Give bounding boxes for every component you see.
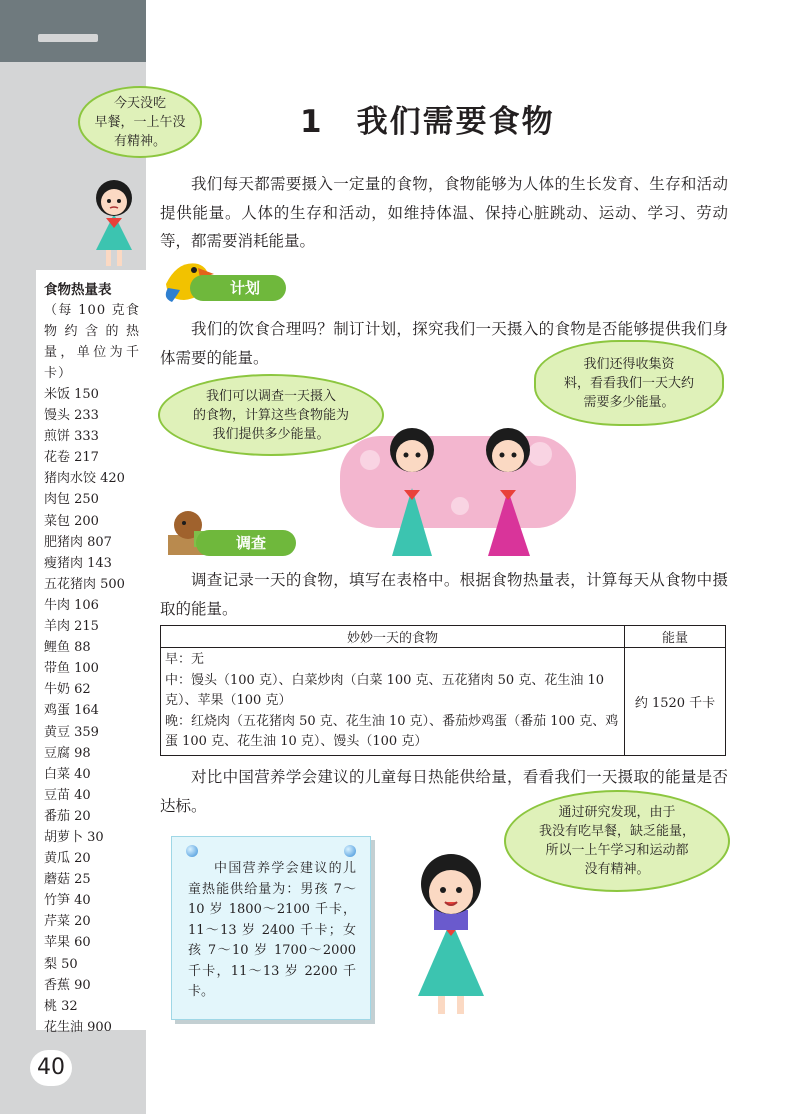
calorie-item: 煎饼 333 (44, 429, 99, 445)
calorie-item: 苹果 60 (44, 935, 91, 951)
calorie-item: 番茄 20 (44, 808, 91, 824)
calorie-item: 鲤鱼 88 (44, 640, 91, 656)
nutrition-recommendation-text: 中国营养学会建议的儿童热能供给量为：男孩 7～10 岁 1800～2100 千卡，11～13 岁 2400 千卡；女孩 7～10 岁 1700～2000 千卡，11～13 岁 2200 千卡。 (188, 861, 356, 999)
calorie-item: 瘦猪肉 143 (44, 555, 112, 571)
food-survey-table (160, 625, 726, 756)
breakfast-entry: 早：无 (165, 652, 205, 667)
bubble-line: 所以一上午学习和运动都 (545, 843, 689, 858)
calorie-item: 米饭 150 (44, 387, 99, 402)
calorie-item: 馒头 233 (44, 408, 99, 424)
conclusion-bubble (504, 790, 730, 892)
table-header-energy: 能量 (625, 626, 726, 648)
two-girls-illustration (340, 410, 576, 556)
calorie-table-title: 食物热量表 (44, 282, 112, 298)
calorie-item: 桃 32 (44, 998, 78, 1014)
bubble-line: 需要多少能量。 (583, 394, 675, 410)
pin-icon (186, 845, 198, 857)
calorie-item: 花生油 900 (44, 1019, 112, 1035)
calorie-item: 黄豆 359 (44, 724, 99, 740)
calorie-item: 菜包 200 (44, 513, 99, 529)
energy-cell: 约 1520 千卡 (625, 648, 726, 756)
calorie-item: 梨 50 (44, 956, 78, 972)
calorie-item: 五花猪肉 500 (44, 576, 125, 592)
calorie-item: 芹菜 20 (44, 914, 91, 930)
bubble-line: 料，看看我们一天大约 (563, 375, 694, 391)
plan-section-badge (190, 275, 286, 323)
bubble-line: 早餐，一上午没 (94, 114, 186, 130)
pin-icon (344, 845, 356, 857)
lunch-entry: 中：馒头（100 克）、白菜炒肉（白菜 100 克、五花猪肉 50 克、花生油 10 克）、苹果（100 克） (165, 672, 605, 708)
bubble-line: 有精神。 (113, 133, 166, 149)
calorie-item: 肥猪肉 807 (44, 534, 112, 550)
girl-illustration-sidebar (82, 170, 146, 270)
calorie-table-note: （每 100 克食物约含的热量，单位为千卡） (44, 303, 140, 381)
sidebar-header-decoration (0, 0, 146, 62)
calorie-table-panel (36, 270, 146, 1035)
survey-section-label: 调查 (236, 534, 267, 552)
survey-paragraph: 调查记录一天的食物，填写在表格中。根据食物热量表，计算每天从食物中摄取的能量。 (160, 571, 728, 618)
calorie-item: 黄瓜 20 (44, 851, 91, 867)
plan-section-label: 计划组织 (230, 279, 261, 323)
calorie-item: 蘑菇 25 (44, 872, 91, 888)
calorie-list (44, 384, 140, 1038)
survey-section-badge (196, 530, 296, 556)
calorie-item: 香蕉 90 (44, 977, 91, 993)
bubble-line: 通过研究发现，由于 (558, 805, 676, 820)
girl-illustration-bottom (396, 846, 506, 1016)
intro-paragraph: 我们每天都需要摄入一定量的食物，食物能够为人体的生长发育、生存和活动提供能量。人体的生存和活动，如维持体温、保持心脏跳动、运动、学习、劳动等，都需要消耗能量。 (160, 175, 728, 250)
calorie-item: 白菜 40 (44, 766, 91, 782)
nutrition-recommendation-box (171, 836, 371, 1020)
calorie-item: 豆苗 40 (44, 787, 91, 803)
table-row (161, 648, 726, 756)
calorie-item: 羊肉 215 (44, 619, 99, 635)
dinner-entry: 晚：红烧肉（五花猪肉 50 克、花生油 10 克）、番茄炒鸡蛋（番茄 100 克、鸡蛋 100 克、花生油 10 克）、馒头（100 克） (165, 713, 619, 749)
lesson-title: 1 我们需要食物 (300, 104, 555, 140)
bubble-line: 我们可以调查一天摄入 (205, 388, 336, 404)
bubble-line: 今天没吃 (113, 95, 166, 111)
calorie-item: 胡萝卜 30 (44, 829, 104, 845)
bubble-line: 的食物，计算这些食物能为 (192, 407, 349, 423)
calorie-item: 猪肉水饺 420 (44, 471, 125, 487)
bubble-line: 我们提供多少能量。 (212, 426, 330, 442)
calorie-item: 花卷 217 (44, 450, 99, 466)
bubble-line: 没有精神。 (584, 862, 650, 877)
compare-paragraph: 对比中国营养学会建议的儿童每日热能供给量，看看我们一天摄取的能量是否达标。 (160, 768, 728, 815)
food-cell (161, 648, 625, 756)
page-number: 40 (30, 1050, 72, 1086)
bubble-line: 我们还得收集资 (583, 356, 675, 372)
calorie-item: 牛奶 62 (44, 682, 91, 698)
calorie-item: 肉包 250 (44, 492, 99, 508)
sidebar-speech-bubble (78, 86, 202, 158)
table-header-food: 妙妙一天的食物 (161, 626, 625, 648)
calorie-item: 豆腐 98 (44, 745, 91, 761)
calorie-item: 竹笋 40 (44, 893, 91, 909)
plan-paragraph: 我们的饮食合理吗？制订计划，探究我们一天摄入的食物是否能够提供我们身体需要的能量。 (160, 320, 728, 367)
bubble-line: 我没有吃早餐，缺乏能量， (538, 824, 695, 839)
calorie-item: 牛肉 106 (44, 597, 99, 613)
calorie-item: 鸡蛋 164 (44, 703, 99, 719)
calorie-item: 带鱼 100 (44, 661, 99, 677)
